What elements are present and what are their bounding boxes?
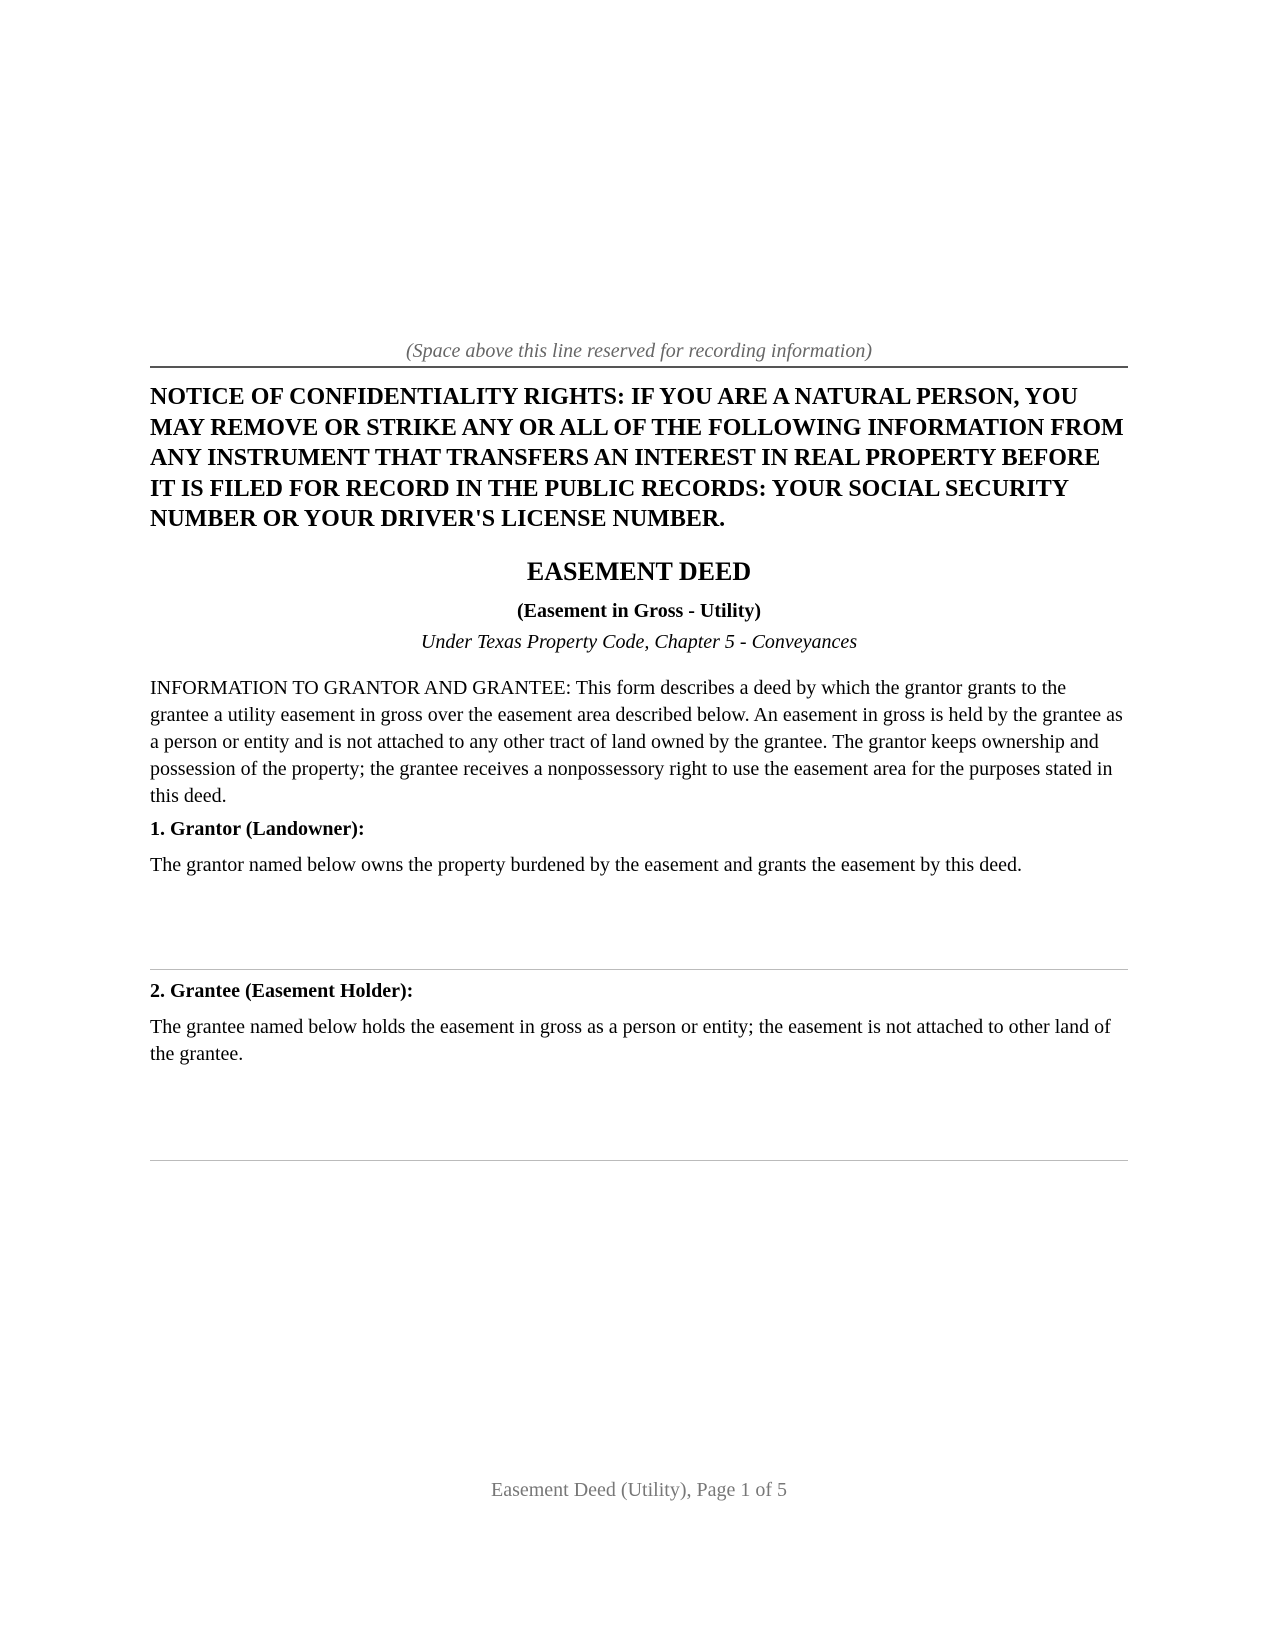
confidentiality-notice: NOTICE OF CONFIDENTIALITY RIGHTS: IF YOU ARE A NATURAL PERSON, YOU MAY REMOVE OR STRIKE ANY OR ALL OF THE FOLLOWING INFORMATION FROM ANY INSTRUMENT THAT TRANSFERS AN INTEREST IN REAL PROPERTY BEFORE IT IS FILED FOR RECORD IN THE PUBLIC RECORDS: YOUR SOCIAL SECURITY NUMBER OR YOUR DRIVER'S LICENSE NUMBER. xyxy=(150,384,1124,532)
grantee-heading: 2. Grantee (Easement Holder): xyxy=(150,980,414,1002)
grantee-entry-line xyxy=(150,1160,1128,1161)
page-footer: Easement Deed (Utility), Page 1 of 5 xyxy=(490,1479,788,1501)
grantor-entry-line xyxy=(150,969,1128,970)
grantee-description: The grantee named below holds the easement in gross as a person or entity; the easement is not attached to other land of the grantee. xyxy=(150,1016,1111,1065)
statutory-authority: Under Texas Property Code, Chapter 5 - Conveyances xyxy=(420,631,858,653)
information-paragraph: INFORMATION TO GRANTOR AND GRANTEE: This form describes a deed by which the grantor grants to the grantee a utility easement in gross over the easement area described below. An easement in gross is held by the grantee as a person or entity and is not attached to any other tract of land owned by the grantee. The grantor keeps ownership and possession of the property; the grantee receives a nonpossessory right to use the easement area for the purposes stated in this deed. xyxy=(150,677,1123,807)
document-title: EASEMENT DEED xyxy=(526,557,752,586)
document-page xyxy=(150,0,1128,1650)
document-subtitle: (Easement in Gross - Utility) xyxy=(516,600,762,622)
grantor-description: The grantor named below owns the property burdened by the easement and grants the easement by this deed. xyxy=(150,854,1022,876)
grantor-heading: 1. Grantor (Landowner): xyxy=(150,818,365,840)
recording-divider xyxy=(150,366,1128,368)
recording-space-note: (Space above this line reserved for recording information) xyxy=(405,340,872,362)
